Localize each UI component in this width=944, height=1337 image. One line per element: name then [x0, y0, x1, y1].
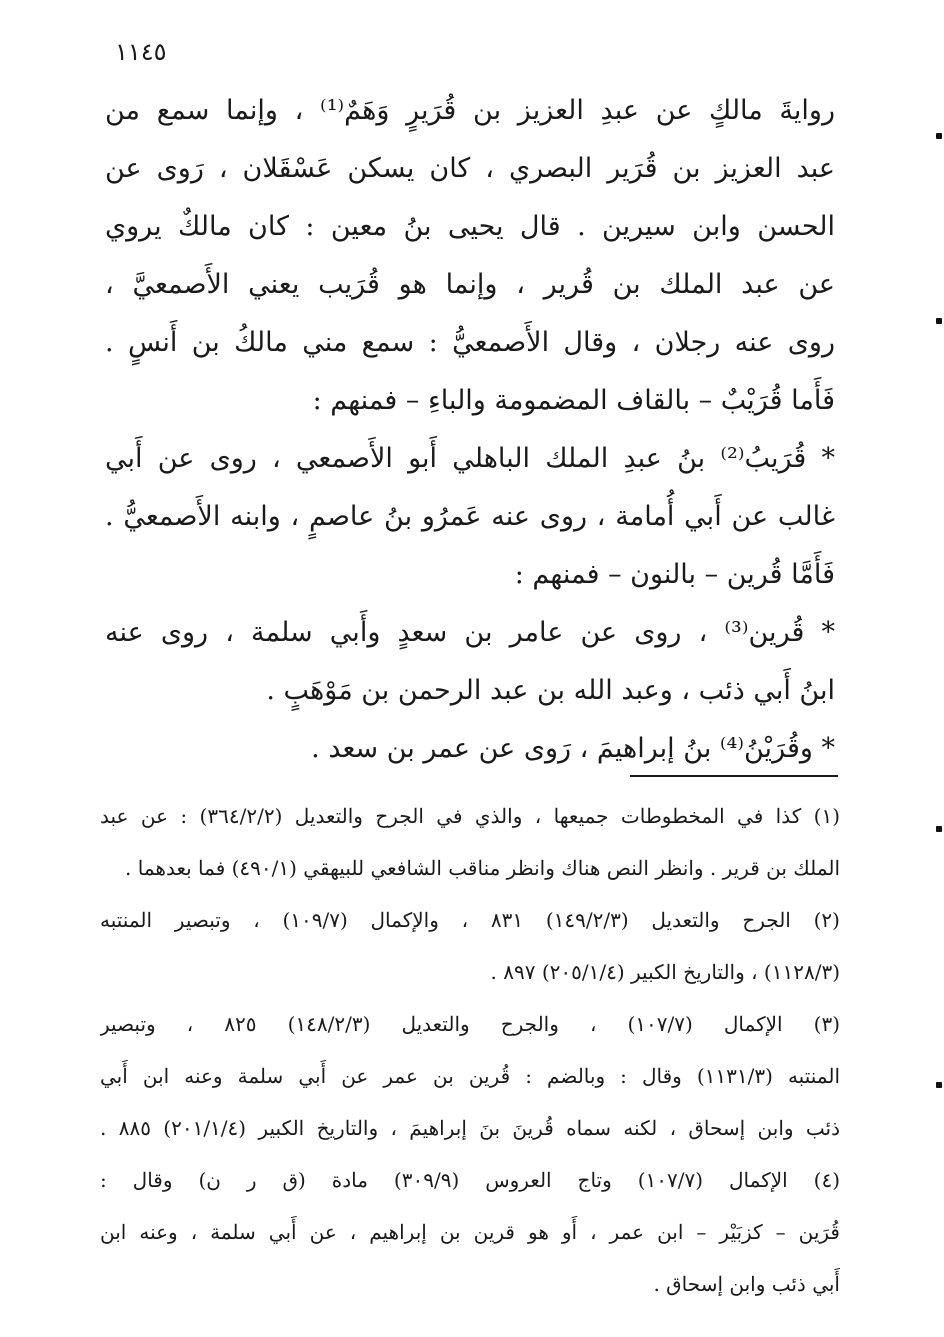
- footnote-line: (٣) الإكمال (١٠٧/٧) ، والجرح والتعديل (١٤٨/٢/٣) ٨٢٥ ، وتبصير: [100, 1012, 840, 1036]
- page-number: ١١٤٥: [115, 38, 167, 66]
- footnote-line: (١) كذا في المخطوطات جميعها ، والذي في الجرح والتعديل (٣٦٤/٢/٢) : عن عبد: [100, 804, 840, 828]
- entry-line: * قُرين⁽³⁾ ، روى عن عامر بن سعدٍ وأَبي سلمة ، روى عنه: [105, 617, 835, 648]
- margin-mark: [936, 318, 942, 324]
- footnote-divider: [630, 775, 838, 777]
- footnote-line: ذئب وابن إسحاق ، لكنه سماه قُرينَ بنَ إبراهيمَ ، والتاريخ الكبير (٢٠١/١/٤) ٨٨٥ .: [100, 1116, 840, 1140]
- footnote-line: قُرَين – كزبَيْر – ابن عمر ، أَو هو قرين بن إبراهيم ، عن أَبي سلمة ، وعنه ابن: [100, 1220, 840, 1244]
- text-line: روى عنه رجلان ، وقال الأَصمعيُّ : سمع مني مالكُ بن أَنسٍ .: [105, 327, 835, 358]
- footnotes: [100, 790, 840, 1310]
- section-heading: فَأَما قُرَيْبٌ – بالقاف المضمومة والباءِ – فمنهم :: [312, 385, 835, 416]
- footnote-line: (٢) الجرح والتعديل (١٤٩/٢/٣) ٨٣١ ، والإكمال (١٠٩/٧) ، وتبصير المنتبه: [100, 908, 840, 932]
- text-line: روايةَ مالكٍ عن عبدِ العزيز بن قُرَيرٍ وَهَمٌ⁽¹⁾ ، وإنما سمع من: [105, 95, 835, 126]
- text-line: عن عبد الملك بن قُرير ، وإنما هو قُرَيب يعني الأَصمعيَّ ،: [105, 269, 835, 300]
- entry-line: غالب عن أَبي أُمامة ، روى عنه عَمرُو بنُ عاصمٍ ، وابنه الأَصمعيُّ .: [105, 501, 835, 532]
- text-line: الحسن وابن سيرين . قال يحيى بنُ معين : كان مالكٌ يروي: [105, 211, 835, 242]
- margin-mark: [936, 1082, 942, 1088]
- footnote-line: (١١٢٨/٣) ، والتاريخ الكبير (٢٠٥/١/٤) ٨٩٧ .: [490, 960, 840, 984]
- footnote-line: أَبي ذئب وابن إسحاق .: [653, 1272, 840, 1296]
- main-text: [105, 82, 835, 778]
- footnote-line: المنتبه (١١٣١/٣) وقال : وبالضم : قُرين بن عمر عن أَبي سلمة وعنه ابن أَبي: [100, 1064, 840, 1088]
- section-heading: فَأَمَّا قُرين – بالنون – فمنهم :: [514, 559, 835, 590]
- entry-line: * وقُرَيْنُ⁽⁴⁾ بنُ إبراهيمَ ، رَوى عن عمر بن سعد .: [311, 733, 835, 764]
- footnote-line: الملك بن قرير . وانظر النص هناك وانظر مناقب الشافعي للبيهقي (٤٩٠/١) فما بعدهما .: [125, 856, 840, 880]
- text-line: عبد العزيز بن قُرَير البصري ، كان يسكن عَسْقَلان ، رَوى عن: [105, 153, 835, 184]
- margin-mark: [936, 133, 942, 139]
- margin-mark: [936, 826, 942, 832]
- entry-line: * قُرَيبُ⁽²⁾ بنُ عبدِ الملك الباهلي أَبو الأَصمعي ، روى عن أَبي: [105, 443, 835, 474]
- footnote-line: (٤) الإكمال (١٠٧/٧) وتاج العروس (٣٠٩/٩) مادة (ق ر ن) وقال :: [100, 1168, 840, 1192]
- entry-line: ابنُ أَبي ذئب ، وعبد الله بن عبد الرحمن بن مَوْهَبٍ .: [266, 675, 835, 706]
